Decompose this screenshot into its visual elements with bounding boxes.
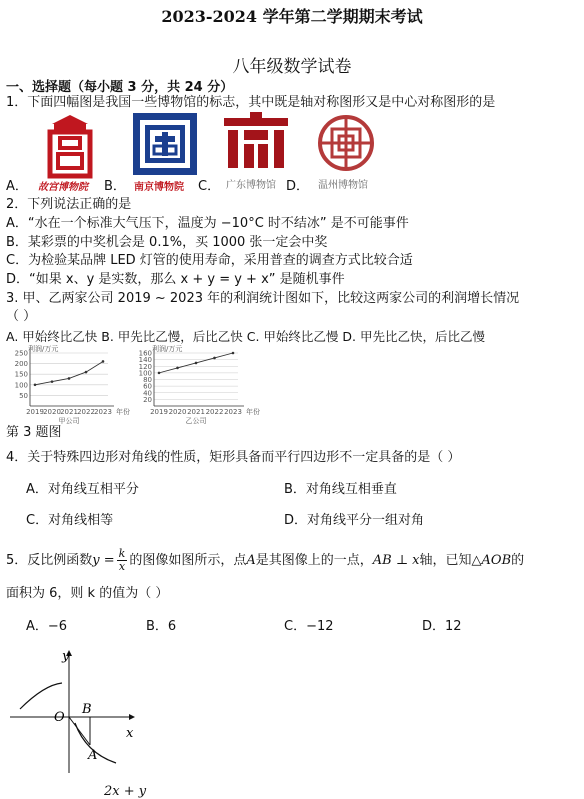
q5-stem-a: 5．反比例函数 <box>6 553 93 568</box>
data-point <box>85 371 88 374</box>
logo-caption-d: 温州博物馆 <box>318 180 368 191</box>
q5-stem-d: 轴，已知 <box>419 553 472 568</box>
logo-caption-c: 广东博物馆 <box>226 180 276 191</box>
curve-upper-left <box>20 683 62 709</box>
data-point <box>34 384 37 387</box>
y-tick-label: 200 <box>14 360 28 369</box>
q2-option-b: B．某彩票的中奖机会是 0.1%，买 1000 张一定会中奖 <box>6 235 328 250</box>
q1-option-d: D． <box>286 179 310 194</box>
label-x: x <box>126 726 134 741</box>
q1-option-a: A． <box>6 179 28 194</box>
q5-option-b: B．6 <box>146 619 177 634</box>
y-tick-label: 100 <box>138 369 152 378</box>
x-tick-label: 2020 <box>43 408 61 416</box>
x-tick-label: 2020 <box>168 408 187 416</box>
q2-option-a: A．“水在一个标准大气压下，温度为 −10°C 时不结冰” 是不可能事件 <box>6 216 409 231</box>
cutoff-formula: 2x + y <box>104 784 147 799</box>
q5-triangle: △AOB <box>471 553 512 568</box>
nanjing-museum-logo-icon <box>132 112 198 176</box>
paper-subtitle: 八年级数学试卷 <box>232 57 352 77</box>
q5-fraction-den: x <box>118 560 126 573</box>
q5-stem-b: 的图像如图所示，点 <box>129 553 247 568</box>
guangdong-museum-logo-icon <box>222 112 290 172</box>
q3-paren: （ ） <box>6 309 37 324</box>
y-tick-label: 80 <box>143 376 152 384</box>
q1-stem: 1．下面四幅图是我国一些博物馆的标志，其中既是轴对称图形又是中心对称图形的是 <box>6 95 496 110</box>
q5-stem-line1 <box>6 548 524 573</box>
y-tick-label: 140 <box>138 356 152 365</box>
q5-point-a: A <box>246 553 256 568</box>
label-o: O <box>54 710 65 725</box>
y-axis-label: 利润/万元 <box>152 345 183 353</box>
x-tick-label: 2021 <box>187 408 205 416</box>
segment-oa <box>69 717 90 745</box>
q2-stem: 2．下列说法正确的是 <box>6 197 132 212</box>
y-tick-label: 100 <box>14 381 28 390</box>
q4-option-a: A．对角线互相平分 <box>26 482 139 497</box>
chart-company-jia <box>6 344 130 425</box>
chart-title: 甲公司 <box>58 417 80 425</box>
q5-function-lhs: y = <box>92 553 115 568</box>
q5-stem-c: 是其图像上的一点， <box>255 553 373 568</box>
q5-condition: AB ⊥ x <box>372 553 420 568</box>
label-b: B <box>82 702 92 717</box>
q1-option-c: C． <box>198 179 221 194</box>
data-point <box>195 362 198 365</box>
q5-option-c: C．−12 <box>284 619 334 634</box>
palace-museum-logo-icon <box>30 112 110 176</box>
x-tick-label: 2023 <box>94 408 112 416</box>
series-line <box>35 361 103 384</box>
q5-fraction-num: k <box>118 547 126 560</box>
q5-stem-line2: 面积为 6，则 k 的值为（ ） <box>6 586 169 601</box>
y-tick-label: 160 <box>138 349 152 358</box>
label-a: A <box>88 748 98 763</box>
q5-option-a: A．−6 <box>26 619 68 634</box>
section-heading: 一、选择题（每小题 3 分，共 24 分） <box>6 80 234 95</box>
logo-caption-b: 南京博物院 <box>134 182 184 193</box>
y-tick-label: 40 <box>143 389 152 398</box>
data-point <box>158 372 161 375</box>
wenzhou-museum-logo-icon <box>316 114 376 172</box>
q3-figure-caption: 第 3 题图 <box>6 425 62 440</box>
y-tick-label: 20 <box>143 395 152 404</box>
y-tick-label: 150 <box>14 370 28 379</box>
y-tick-label: 250 <box>14 349 28 358</box>
chart-company-yi <box>130 344 260 425</box>
q4-option-d: D．对角线平分一组对角 <box>284 513 425 528</box>
q4-option-c: C．对角线相等 <box>26 513 114 528</box>
data-point <box>232 352 235 355</box>
data-point <box>51 380 54 383</box>
q5-figure <box>6 645 156 777</box>
label-y: y <box>62 649 70 664</box>
data-point <box>176 367 179 370</box>
chart-title: 乙公司 <box>185 417 207 425</box>
x-tick-label: 2019 <box>150 408 168 416</box>
q2-option-d: D．“如果 x、y 是实数，那么 x + y = y + x” 是随机事件 <box>6 272 345 287</box>
data-point <box>68 377 71 380</box>
q2-option-c: C．为检验某品牌 LED 灯管的使用寿命，采用普查的调查方式比较合适 <box>6 253 413 268</box>
x-tick-label: 2022 <box>77 408 95 416</box>
y-tick-label: 120 <box>138 362 152 371</box>
x-axis-label: 年份 <box>116 408 130 416</box>
q5-option-d: D．12 <box>422 619 462 634</box>
data-point <box>213 357 216 360</box>
x-axis-label: 年份 <box>246 408 260 416</box>
logo-caption-a: 故宫博物院 <box>38 182 88 193</box>
q4-stem: 4．关于特殊四边形对角线的性质，矩形具备而平行四边形不一定具备的是（ ） <box>6 450 461 465</box>
q1-option-b: B． <box>104 179 126 194</box>
y-axis-label: 利润/万元 <box>28 345 59 353</box>
x-tick-label: 2019 <box>26 408 44 416</box>
q3-options: A. 甲始终比乙快 B. 甲先比乙慢，后比乙快 C. 甲始终比乙慢 D. 甲先比乙快，后比乙慢 <box>6 329 485 344</box>
exam-title: 2023-2024 学年第二学期期末考试 <box>161 7 423 26</box>
q3-stem: 3. 甲、乙两家公司 2019 ~ 2023 年的利润统计图如下，比较这两家公司的利润增长情况 <box>6 291 520 306</box>
y-tick-label: 50 <box>19 391 28 400</box>
x-tick-label: 2023 <box>224 408 242 416</box>
data-point <box>102 360 105 363</box>
q5-stem-e: 的 <box>511 553 525 568</box>
x-tick-label: 2022 <box>205 408 224 416</box>
q4-option-b: B．对角线互相垂直 <box>284 482 397 497</box>
y-tick-label: 60 <box>143 382 152 391</box>
x-tick-label: 2021 <box>60 408 78 416</box>
q5-fraction <box>117 548 128 573</box>
